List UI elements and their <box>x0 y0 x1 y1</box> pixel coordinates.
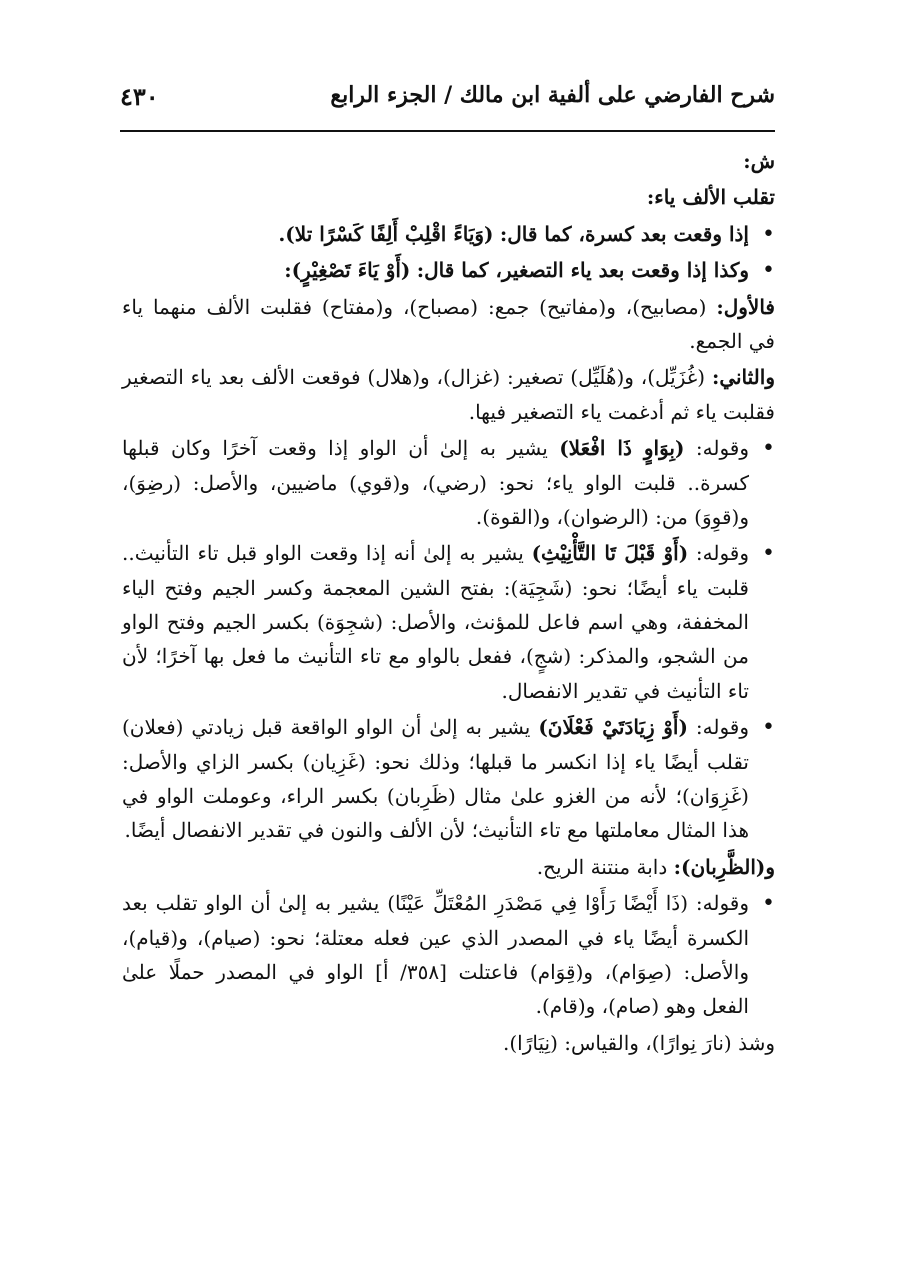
list-item <box>122 536 775 708</box>
list-item <box>122 710 775 848</box>
list-item-lead: إذا وقعت بعد كسرة، كما قال: <box>499 221 749 246</box>
main-content <box>122 144 775 1062</box>
paragraph <box>122 290 775 359</box>
paragraph-text: (مصابيح)، و(مفاتيح) جمع: (مصباح)، و(مفتاح) فقلبت الألف منهما ياء في الجمع. <box>122 294 775 353</box>
sheen-marker: ش: <box>743 149 775 173</box>
list-item-text: يشير به إلىٰ أنه إذا وقعت الواو قبل تاء التأنيث.. قلبت ياء أيضًا؛ نحو: (شَجِيَة): بفتح الشين المعجمة وكسر الجيم وفتح الياء المخففة، وهي اسم فاعل للمؤنث، والأصل: (شجِوَة) بكسر الجيم وفتح الواو من الشجو، والمذكر: (شجٍ)، ففعل بالواو مع تاء التأنيث ما فعل بها آخرًا؛ لأن تاء التأنيث في تقدير الانفصال. <box>122 541 749 703</box>
paragraph <box>122 360 775 429</box>
list-item-lead: وقوله: <box>695 436 749 461</box>
list-item <box>122 217 775 251</box>
paragraph: وشذ (نارَ نِوارًا)، والقياس: (نِيَارًا). <box>503 1030 775 1055</box>
list-item-text: يشير به إلىٰ أن الواو الواقعة قبل زيادتي (فعلان) تقلب أيضًا ياء إذا انكسر ما قبلها؛ وذلك نحو: (غَزِيان) بكسر الزاي والأصل: (غَزِوَان)؛ لأنه من الغزو علىٰ مثال (ظَرِبان) بكسر الراء، وعوملت الواو في هذا المثال معاملتها مع تاء التأنيث؛ لأن الألف والنون في تقدير الانفصال أيضًا. <box>122 715 749 843</box>
list-item-text: يشير به إلىٰ أن الواو تقلب بعد الكسرة أيضًا ياء في المصدر الذي عين فعله معتلة؛ نحو: (صيام)، و(قيام)، والأصل: (صِوَام)، و(قِوَام) فاعتلت [٣٥٨/ أ] الواو في المصدر حملًا علىٰ الفعل وهو (صام)، و(قام). <box>122 891 750 1019</box>
list-item-quote: (ذَا أَيْضًا رَأَوْا فِي مَصْدَرِ المُعْتَلِّ عَيْنًا) <box>387 891 689 916</box>
list-item-text: يشير به إلىٰ أن الواو إذا وقعت آخرًا وكان قبلها كسرة.. قلبت الواو ياء؛ نحو: (رضي)، و(قوي) ماضيين، والأصل: (رضِوَ)، و(قوِوَ) من: (الرضوان)، و(القوة). <box>122 436 749 529</box>
list-item-quote: (وَيَاءً اقْلِبْ أَلِفًا كَسْرًا تلا). <box>278 221 494 246</box>
list-item <box>122 253 775 287</box>
paragraph-lead: والثاني: <box>711 365 775 390</box>
paragraph-lead: فالأول: <box>716 294 775 319</box>
list-item-lead: وقوله: <box>695 715 749 740</box>
list-item <box>122 431 775 534</box>
list-item-lead: وكذا إذا وقعت بعد ياء التصغير، كما قال: <box>416 258 749 283</box>
page-number: ٤٣٠ <box>120 82 159 111</box>
running-title: شرح الفارضي على ألفية ابن مالك / الجزء الرابع <box>330 82 775 108</box>
list-item-lead: وقوله: <box>695 891 750 916</box>
list-item-lead: وقوله: <box>695 541 750 566</box>
paragraph-text: (غُزَيِّل)، و(هُلَيِّل) تصغير: (غزال)، و(هلال) فوقعت الألف بعد ياء التصغير فقلبت ياء ثم أدغمت ياء التصغير فيها. <box>122 365 775 424</box>
section-heading: تقلب الألف ياء: <box>646 185 775 210</box>
list-item <box>122 886 775 1024</box>
list-item-quote: (أَوْ يَاءَ تَصْغِيْرٍ): <box>284 258 411 283</box>
paragraph-lead: و(الظَّرِبان): <box>673 854 775 879</box>
list-item-quote: (بِوَاوٍ ذَا افْعَلا) <box>559 436 685 461</box>
page-header <box>120 74 775 132</box>
paragraph-text: دابة منتنة الريح. <box>536 854 668 879</box>
list-item-quote: (أَوْ قَبْلَ تَا التَّأْنِيْثِ) <box>531 541 689 566</box>
list-item-quote: (أَوْ زِيَادَتَيْ فَعْلَانَ) <box>538 715 688 740</box>
paragraph <box>122 850 775 884</box>
